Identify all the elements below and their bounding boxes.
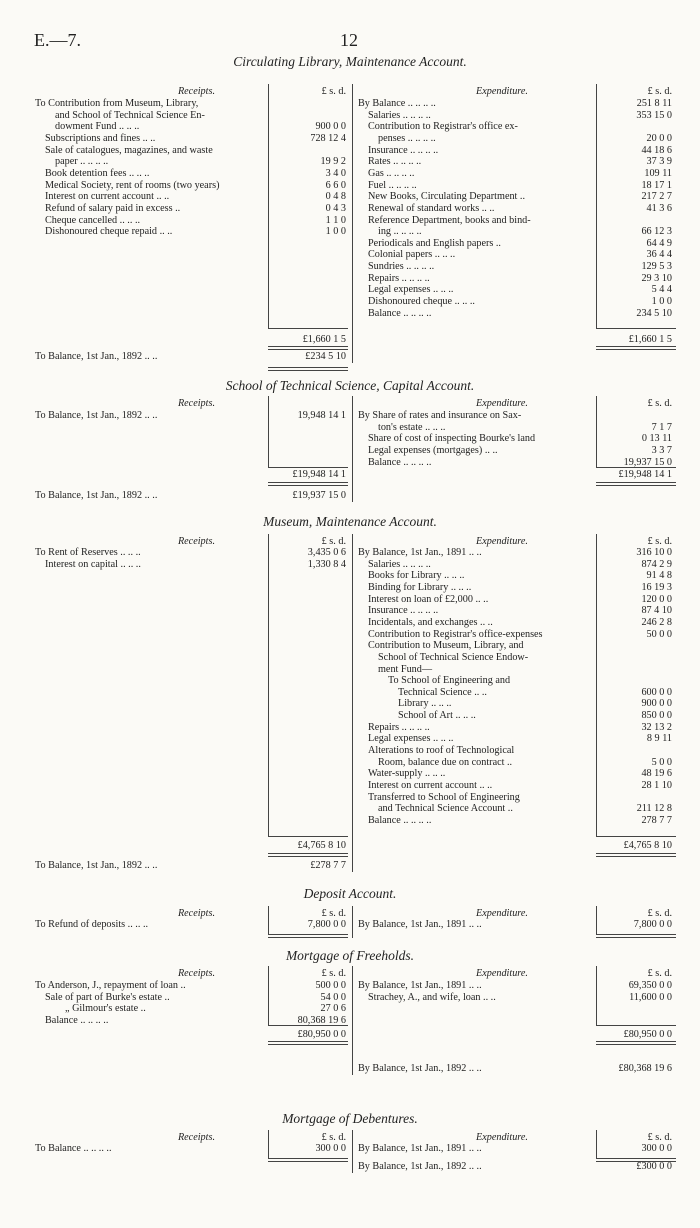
expenditure-amount: 29 3 10 bbox=[641, 272, 672, 284]
total-double-rule-left bbox=[268, 853, 348, 857]
expenditure-amount: 874 2 9 bbox=[641, 558, 672, 570]
amount-rule-left bbox=[268, 1130, 269, 1158]
expenditure-item-label: Gas .. .. .. .. bbox=[368, 167, 415, 179]
expenditure-heading: Expenditure. bbox=[476, 968, 528, 979]
expenditure-heading: Expenditure. bbox=[476, 1132, 528, 1143]
receipt-item-label: Sale of part of Burke's estate .. bbox=[45, 991, 170, 1003]
expenditure-item-label: Rates .. .. .. .. bbox=[368, 156, 422, 168]
expenditure-item-label: By Balance, 1st Jan., 1891 .. .. bbox=[358, 1143, 482, 1154]
expenditure-amount: 211 12 8 bbox=[636, 803, 672, 815]
section-title: Museum, Maintenance Account. bbox=[263, 514, 437, 529]
expenditure-item-label: Legal expenses .. .. .. bbox=[368, 284, 454, 296]
total-left: £80,950 0 0 bbox=[297, 1029, 346, 1040]
expenditure-amount: 5 4 4 bbox=[651, 284, 672, 296]
expenditure-item-label: Renewal of standard works .. .. bbox=[368, 202, 495, 214]
section-title: Mortgage of Debentures. bbox=[282, 1111, 418, 1126]
expenditure-heading: Expenditure. bbox=[476, 86, 528, 97]
balance-brought-forward-label: By Balance, 1st Jan., 1892 .. .. bbox=[358, 1063, 482, 1074]
expenditure-heading: Expenditure. bbox=[476, 536, 528, 547]
expenditure-amount: 16 19 3 bbox=[641, 581, 672, 593]
receipt-item-label: To Refund of deposits .. .. .. bbox=[35, 919, 149, 930]
currency-heading-right: £ s. d. bbox=[647, 1132, 672, 1143]
total-rule-left bbox=[268, 1025, 348, 1026]
expenditure-item-label: Interest on current account .. .. bbox=[368, 780, 493, 791]
receipt-item-label: Interest on capital .. .. .. bbox=[45, 558, 141, 570]
expenditure-item-label: Colonial papers .. .. .. bbox=[368, 249, 456, 261]
amount-rule-right bbox=[596, 84, 597, 328]
expenditure-item-label: Technical Science .. .. bbox=[398, 686, 487, 698]
total-right: £1,660 1 5 bbox=[628, 334, 672, 345]
expenditure-amount: 28 1 10 bbox=[641, 780, 672, 791]
currency-heading-left: £ s. d. bbox=[321, 86, 346, 97]
receipt-amount: 1 0 0 bbox=[325, 226, 346, 238]
currency-heading-right: £ s. d. bbox=[647, 86, 672, 97]
expenditure-amount: 66 12 3 bbox=[641, 226, 672, 238]
expenditure-amount: 251 8 11 bbox=[636, 98, 672, 109]
expenditure-amount: 234 5 10 bbox=[636, 307, 672, 319]
expenditure-amount: 20 0 0 bbox=[646, 132, 672, 144]
balance-double-rule bbox=[268, 367, 348, 371]
total-rule-right bbox=[596, 467, 676, 468]
balance-brought-forward-label: By Balance, 1st Jan., 1892 .. .. bbox=[358, 1161, 482, 1172]
total-rule-left bbox=[268, 836, 348, 837]
expenditure-amount: 7 1 7 bbox=[651, 421, 672, 433]
receipts-heading: Receipts. bbox=[177, 1132, 215, 1143]
currency-heading-right: £ s. d. bbox=[647, 536, 672, 547]
expenditure-amount: 0 13 11 bbox=[641, 433, 672, 445]
expenditure-item-label: penses .. .. .. .. bbox=[378, 132, 436, 144]
receipt-amount: 19,948 14 1 bbox=[297, 410, 346, 421]
receipts-heading: Receipts. bbox=[177, 536, 215, 547]
page-number: 12 bbox=[340, 30, 358, 50]
receipt-amount: 900 0 0 bbox=[315, 121, 346, 133]
amount-rule-right bbox=[596, 1130, 597, 1158]
total-double-rule-left bbox=[268, 934, 348, 938]
total-double-rule-right bbox=[596, 482, 676, 486]
expenditure-item-label: To School of Engineering and bbox=[388, 675, 511, 687]
expenditure-item-label: Room, balance due on contract .. bbox=[378, 756, 513, 768]
expenditure-item-label: Transferred to School of Engineering bbox=[368, 791, 520, 803]
balance-brought-forward-amount: £80,368 19 6 bbox=[618, 1063, 672, 1074]
expenditure-amount: 18 17 1 bbox=[641, 179, 672, 191]
amount-rule-right bbox=[596, 966, 597, 1025]
expenditure-amount: 900 0 0 bbox=[641, 698, 672, 710]
expenditure-item-label: Alterations to roof of Technological bbox=[368, 745, 515, 757]
expenditure-item-label: New Books, Circulating Department .. bbox=[368, 191, 526, 203]
receipts-heading: Receipts. bbox=[177, 968, 215, 979]
receipt-item-label: Sale of catalogues, magazines, and waste bbox=[45, 144, 213, 156]
expenditure-amount: 36 4 4 bbox=[646, 249, 672, 261]
expenditure-amount: 1 0 0 bbox=[651, 296, 672, 308]
expenditure-amount: 50 0 0 bbox=[646, 628, 672, 640]
expenditure-amount: 5 0 0 bbox=[651, 756, 672, 768]
expenditure-amount: 600 0 0 bbox=[641, 686, 672, 698]
expenditure-item-label: Insurance .. .. .. .. bbox=[368, 144, 439, 156]
currency-heading-right: £ s. d. bbox=[647, 968, 672, 979]
column-divider bbox=[352, 1130, 353, 1173]
amount-rule-left bbox=[268, 906, 269, 934]
receipt-amount: 19 9 2 bbox=[320, 156, 346, 168]
currency-heading-right: £ s. d. bbox=[647, 908, 672, 919]
receipt-item-label: dowment Fund .. .. .. bbox=[55, 121, 140, 133]
receipt-amount: 54 0 0 bbox=[320, 991, 346, 1003]
amount-rule-left bbox=[268, 966, 269, 1025]
currency-heading-left: £ s. d. bbox=[321, 908, 346, 919]
expenditure-item-label: Sundries .. .. .. .. bbox=[368, 261, 435, 273]
expenditure-item-label: and Technical Science Account .. bbox=[378, 803, 513, 815]
currency-heading-right: £ s. d. bbox=[647, 398, 672, 409]
balance-brought-forward-amount: £300 0 0 bbox=[636, 1161, 672, 1172]
currency-heading-left: £ s. d. bbox=[321, 536, 346, 547]
section-title: Circulating Library, Maintenance Account. bbox=[233, 54, 467, 69]
expenditure-item-label: Contribution to Registrar's office ex- bbox=[368, 121, 518, 133]
expenditure-item-label: Insurance .. .. .. .. bbox=[368, 605, 439, 617]
total-left: £19,948 14 1 bbox=[292, 469, 346, 480]
receipt-amount: 1 1 0 bbox=[325, 214, 346, 226]
total-rule-right bbox=[596, 1025, 676, 1026]
total-right: £19,948 14 1 bbox=[618, 469, 672, 480]
receipts-heading: Receipts. bbox=[177, 86, 215, 97]
expenditure-item-label: By Balance .. .. .. .. bbox=[358, 98, 436, 109]
expenditure-amount: 3 3 7 bbox=[651, 444, 672, 456]
receipt-item-label: and School of Technical Science En- bbox=[55, 109, 205, 121]
receipt-item-label: To Contribution from Museum, Library, bbox=[35, 98, 199, 109]
amount-rule-left bbox=[268, 396, 269, 467]
expenditure-amount: 44 18 6 bbox=[641, 144, 672, 156]
expenditure-item-label: ton's estate .. .. .. bbox=[378, 421, 446, 433]
receipt-amount: 728 12 4 bbox=[310, 132, 346, 144]
receipt-item-label: To Anderson, J., repayment of loan .. bbox=[35, 980, 186, 991]
expenditure-amount: 41 3 6 bbox=[646, 202, 672, 214]
expenditure-amount: 129 5 3 bbox=[641, 261, 672, 273]
total-rule-left bbox=[268, 328, 348, 329]
balance-brought-forward-amount: £19,937 15 0 bbox=[292, 490, 346, 501]
expenditure-item-label: Interest on loan of £2,000 .. .. bbox=[368, 593, 489, 605]
expenditure-item-label: Fuel .. .. .. .. bbox=[368, 179, 417, 191]
expenditure-item-label: Share of cost of inspecting Bourke's land bbox=[368, 433, 536, 445]
expenditure-item-label: ment Fund— bbox=[378, 663, 433, 675]
expenditure-amount: 48 19 6 bbox=[641, 768, 672, 780]
expenditure-amount: 120 0 0 bbox=[641, 593, 672, 605]
receipt-item-label: To Balance, 1st Jan., 1892 .. .. bbox=[35, 410, 158, 421]
section-title: Deposit Account. bbox=[303, 886, 397, 901]
expenditure-amount: 19,937 15 0 bbox=[623, 456, 672, 468]
amount-rule-left bbox=[268, 84, 269, 328]
currency-heading-left: £ s. d. bbox=[321, 1132, 346, 1143]
receipt-amount: 300 0 0 bbox=[315, 1143, 346, 1154]
expenditure-item-label: Binding for Library .. .. .. bbox=[368, 581, 472, 593]
amount-rule-left bbox=[268, 534, 269, 836]
expenditure-amount: 300 0 0 bbox=[641, 1143, 672, 1154]
expenditure-amount: 217 2 7 bbox=[641, 191, 672, 203]
receipt-item-label: Book detention fees .. .. .. bbox=[45, 167, 150, 179]
expenditure-amount: 37 3 9 bbox=[646, 156, 672, 168]
expenditure-heading: Expenditure. bbox=[476, 908, 528, 919]
receipt-item-label: To Rent of Reserves .. .. .. bbox=[35, 547, 141, 558]
report-reference: E.—7. bbox=[34, 30, 81, 50]
receipt-amount: 0 4 3 bbox=[325, 202, 346, 214]
expenditure-amount: 11,600 0 0 bbox=[629, 991, 672, 1003]
expenditure-amount: 7,800 0 0 bbox=[633, 919, 672, 930]
total-rule-left bbox=[268, 467, 348, 468]
total-left: £1,660 1 5 bbox=[302, 334, 346, 345]
expenditure-amount: 8 9 11 bbox=[646, 733, 672, 745]
total-right: £80,950 0 0 bbox=[623, 1029, 672, 1040]
expenditure-item-label: Library .. .. .. bbox=[398, 698, 452, 710]
expenditure-amount: 69,350 0 0 bbox=[628, 980, 672, 991]
column-divider bbox=[352, 906, 353, 938]
expenditure-item-label: By Balance, 1st Jan., 1891 .. .. bbox=[358, 980, 482, 991]
expenditure-item-label: By Share of rates and insurance on Sax- bbox=[358, 410, 522, 421]
expenditure-item-label: Books for Library .. .. .. bbox=[368, 570, 465, 582]
balance-brought-forward-label: To Balance, 1st Jan., 1892 .. .. bbox=[35, 490, 158, 501]
receipt-amount: 500 0 0 bbox=[315, 980, 346, 991]
total-right: £4,765 8 10 bbox=[623, 840, 672, 851]
amount-rule-right bbox=[596, 396, 597, 467]
receipt-amount: 0 4 8 bbox=[325, 191, 346, 203]
expenditure-amount: 87 4 10 bbox=[641, 605, 672, 617]
receipt-item-label: Balance .. .. .. .. bbox=[45, 1014, 109, 1026]
total-double-rule-left bbox=[268, 1158, 348, 1162]
total-double-rule-right bbox=[596, 1041, 676, 1045]
expenditure-item-label: Legal expenses .. .. .. bbox=[368, 733, 454, 745]
column-divider bbox=[352, 84, 353, 363]
amount-rule-right bbox=[596, 534, 597, 836]
total-double-rule-left bbox=[268, 1041, 348, 1045]
column-divider bbox=[352, 396, 353, 502]
expenditure-item-label: School of Technical Science Endow- bbox=[378, 651, 529, 663]
expenditure-item-label: Salaries .. .. .. .. bbox=[368, 109, 431, 121]
expenditure-item-label: Strachey, A., and wife, loan .. .. bbox=[368, 991, 496, 1003]
expenditure-amount: 353 15 0 bbox=[636, 109, 672, 121]
balance-brought-forward-amount: £234 5 10 bbox=[305, 351, 346, 362]
expenditure-item-label: Incidentals, and exchanges .. .. bbox=[368, 616, 493, 628]
receipt-item-label: Cheque cancelled .. .. .. bbox=[45, 214, 141, 226]
expenditure-amount: 64 4 9 bbox=[646, 237, 672, 249]
receipt-amount: 6 6 0 bbox=[325, 179, 346, 191]
receipt-item-label: To Balance .. .. .. .. bbox=[35, 1143, 112, 1154]
currency-heading-left: £ s. d. bbox=[321, 968, 346, 979]
total-double-rule-left bbox=[268, 346, 348, 350]
column-divider bbox=[352, 966, 353, 1075]
expenditure-item-label: Reference Department, books and bind- bbox=[368, 214, 531, 226]
receipt-amount: 3,435 0 6 bbox=[307, 547, 346, 558]
receipt-item-label: Subscriptions and fines .. .. bbox=[45, 132, 156, 144]
expenditure-item-label: Balance .. .. .. .. bbox=[368, 456, 432, 468]
expenditure-amount: 109 11 bbox=[644, 167, 672, 179]
balance-brought-forward-label: To Balance, 1st Jan., 1892 .. .. bbox=[35, 351, 158, 362]
receipt-amount: 3 4 0 bbox=[325, 167, 346, 179]
expenditure-item-label: Water-supply .. .. .. bbox=[368, 768, 446, 780]
column-divider bbox=[352, 534, 353, 872]
expenditure-item-label: Periodicals and English papers .. bbox=[368, 237, 501, 249]
expenditure-item-label: ing .. .. .. .. bbox=[378, 226, 422, 238]
expenditure-item-label: Salaries .. .. .. .. bbox=[368, 558, 431, 570]
receipts-heading: Receipts. bbox=[177, 908, 215, 919]
expenditure-amount: 850 0 0 bbox=[641, 710, 672, 722]
total-double-rule-left bbox=[268, 482, 348, 486]
expenditure-item-label: Balance .. .. .. .. bbox=[368, 814, 432, 826]
receipt-item-label: paper .. .. .. .. bbox=[55, 156, 109, 168]
section-title: Mortgage of Freeholds. bbox=[285, 948, 415, 963]
expenditure-amount: 316 10 0 bbox=[636, 547, 672, 558]
receipt-amount: 7,800 0 0 bbox=[307, 919, 346, 930]
receipt-item-label: „ Gilmour's estate .. bbox=[65, 1003, 146, 1015]
expenditure-amount: 91 4 8 bbox=[646, 570, 672, 582]
total-double-rule-right bbox=[596, 934, 676, 938]
receipt-item-label: Interest on current account .. .. bbox=[45, 191, 170, 203]
balance-brought-forward-label: To Balance, 1st Jan., 1892 .. .. bbox=[35, 860, 158, 871]
expenditure-item-label: School of Art .. .. .. bbox=[398, 710, 476, 722]
expenditure-item-label: By Balance, 1st Jan., 1891 .. .. bbox=[358, 547, 482, 558]
expenditure-item-label: Repairs .. .. .. .. bbox=[368, 721, 430, 733]
receipt-item-label: Dishonoured cheque repaid .. .. bbox=[45, 226, 173, 238]
expenditure-item-label: Dishonoured cheque .. .. .. bbox=[368, 296, 475, 308]
total-double-rule-right bbox=[596, 853, 676, 857]
expenditure-item-label: Contribution to Registrar's office-expenses bbox=[368, 628, 543, 640]
expenditure-amount: 278 7 7 bbox=[641, 814, 672, 826]
total-rule-right bbox=[596, 328, 676, 329]
expenditure-heading: Expenditure. bbox=[476, 398, 528, 409]
total-double-rule-right bbox=[596, 346, 676, 350]
expenditure-item-label: Contribution to Museum, Library, and bbox=[368, 640, 524, 652]
total-left: £4,765 8 10 bbox=[297, 840, 346, 851]
expenditure-amount: 246 2 8 bbox=[641, 616, 672, 628]
receipt-item-label: Medical Society, rent of rooms (two years) bbox=[45, 179, 220, 191]
expenditure-amount: 32 13 2 bbox=[641, 721, 672, 733]
receipt-amount: 27 0 6 bbox=[320, 1003, 346, 1015]
total-rule-right bbox=[596, 836, 676, 837]
expenditure-item-label: By Balance, 1st Jan., 1891 .. .. bbox=[358, 919, 482, 930]
amount-rule-right bbox=[596, 906, 597, 934]
expenditure-item-label: Repairs .. .. .. .. bbox=[368, 272, 430, 284]
balance-brought-forward-amount: £278 7 7 bbox=[310, 860, 346, 871]
expenditure-item-label: Balance .. .. .. .. bbox=[368, 307, 432, 319]
section-title: School of Technical Science, Capital Account. bbox=[225, 378, 475, 393]
receipt-item-label: Refund of salary paid in excess .. bbox=[45, 202, 181, 214]
receipt-amount: 1,330 8 4 bbox=[307, 558, 346, 570]
receipt-amount: 80,368 19 6 bbox=[297, 1014, 346, 1026]
expenditure-item-label: Legal expenses (mortgages) .. .. bbox=[368, 444, 498, 456]
receipts-heading: Receipts. bbox=[177, 398, 215, 409]
